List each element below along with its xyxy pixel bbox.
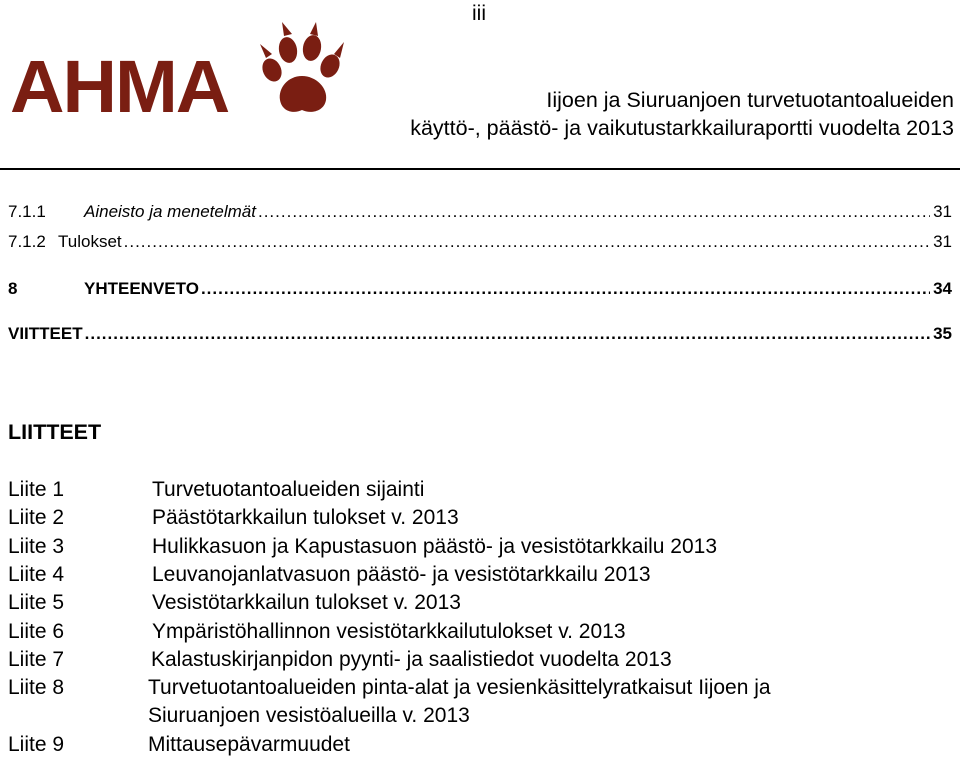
appendix-label: Liite 3	[8, 535, 65, 558]
logo-wordmark: AHMA	[10, 45, 229, 128]
appendix-label: Liite 2	[8, 506, 65, 529]
appendix-description: Leuvanojanlatvasuon päästö- ja vesistötarkkailu 2013	[152, 563, 651, 586]
appendix-description: Mittausepävarmuudet	[148, 733, 350, 756]
toc-entry-title: YHTEENVETO	[84, 279, 199, 298]
appendix-description-continued: Siuruanjoen vesistöalueilla v. 2013	[148, 704, 470, 727]
appendices-heading: LIITTEET	[8, 420, 102, 444]
paw-print-icon	[258, 22, 346, 117]
appendix-description: Kalastuskirjanpidon pyynti- ja saalistiedot vuodelta 2013	[151, 648, 672, 671]
toc-entry[interactable]	[8, 202, 952, 222]
appendix-label: Liite 8	[8, 676, 65, 699]
appendix-label: Liite 9	[8, 733, 65, 756]
toc-entry-title: Aineisto ja menetelmät	[84, 202, 256, 221]
appendix-description: Turvetuotantoalueiden sijainti	[152, 478, 425, 501]
toc-entry[interactable]	[8, 324, 952, 344]
toc-leader	[124, 232, 930, 252]
toc-leader	[258, 202, 930, 222]
toc-entry[interactable]	[8, 279, 952, 299]
appendix-label: Liite 5	[8, 591, 65, 614]
appendix-description: Päästötarkkailun tulokset v. 2013	[152, 506, 459, 529]
toc-entry[interactable]	[8, 232, 952, 252]
toc-entry-page: 34	[933, 279, 952, 298]
toc-entry-page: 35	[933, 324, 952, 343]
appendix-label: Liite 1	[8, 478, 65, 501]
toc-entry-number: 7.1.2	[8, 232, 46, 251]
toc-entry-title: VIITTEET	[8, 324, 83, 343]
appendix-label: Liite 4	[8, 563, 65, 586]
toc-entry-page: 31	[933, 202, 952, 221]
page-number: iii	[472, 2, 486, 25]
appendix-label: Liite 7	[8, 648, 65, 671]
toc-entry-number: 8	[8, 279, 18, 298]
report-title-line-1: Iijoen ja Siuruanjoen turvetuotantoalueiden	[546, 88, 954, 112]
toc-leader	[201, 279, 930, 299]
toc-leader	[85, 324, 930, 344]
appendix-label: Liite 6	[8, 620, 65, 643]
appendix-description: Hulikkasuon ja Kapustasuon päästö- ja vesistötarkkailu 2013	[152, 535, 718, 558]
appendix-description: Turvetuotantoalueiden pinta-alat ja vesienkäsittelyratkaisut Iijoen ja	[148, 676, 771, 699]
toc-entry-page: 31	[933, 232, 952, 251]
appendix-description: Ympäristöhallinnon vesistötarkkailutulokset v. 2013	[152, 620, 626, 643]
report-title	[410, 86, 954, 142]
appendix-description: Vesistötarkkailun tulokset v. 2013	[152, 591, 461, 614]
ahma-logo	[10, 22, 335, 128]
report-title-line-2: käyttö-, päästö- ja vaikutustarkkailuraportti vuodelta 2013	[410, 116, 954, 140]
toc-entry-title: Tulokset	[58, 232, 122, 251]
header-divider	[0, 168, 960, 170]
toc-entry-number: 7.1.1	[8, 202, 46, 221]
